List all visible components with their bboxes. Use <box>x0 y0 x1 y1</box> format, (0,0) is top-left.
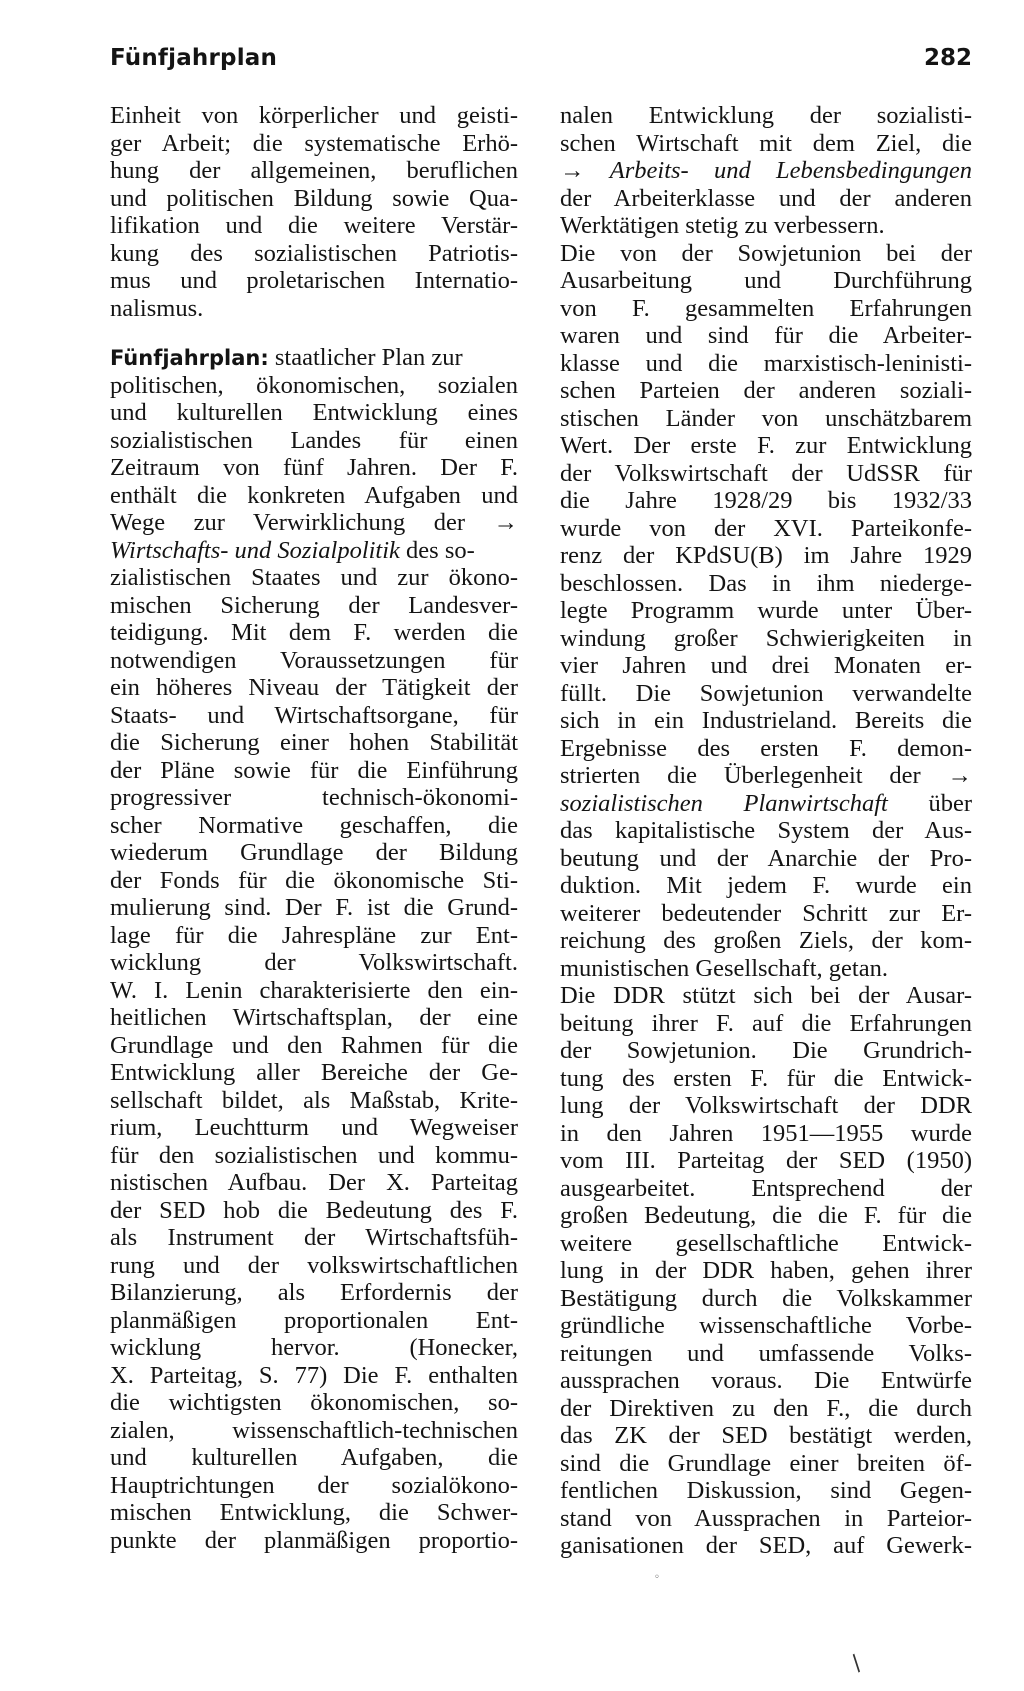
text-line: wicklung der Volkswirtschaft. <box>110 949 518 976</box>
text-line: Entwicklung aller Bereiche der Ge- <box>110 1059 518 1086</box>
text-line: sellschaft bildet, als Maßstab, Krite- <box>110 1086 518 1114</box>
text-line: mus und proletarischen Internatio- <box>110 267 518 294</box>
text-line: Wert. Der erste F. zur Entwicklung <box>560 432 972 459</box>
text-line: sozialistischen Landes für einen <box>110 426 518 454</box>
text-line: politischen, ökonomischen, sozialen <box>110 371 518 399</box>
text-line: lage für die Jahrespläne zur Ent- <box>110 921 518 949</box>
text-line: vom III. Parteitag der SED (1950) <box>560 1147 972 1174</box>
text-line: die Jahre 1928/29 bis 1932/33 <box>560 487 972 514</box>
text-line: renz der KPdSU(B) im Jahre 1929 <box>560 542 972 569</box>
text-line: ganisationen der SED, auf Gewerk- <box>560 1532 972 1559</box>
text-line: Bilanzierung, als Erfordernis der <box>110 1279 518 1306</box>
text-line: zialen, wissenschaftlich-technischen <box>110 1416 518 1444</box>
text-line: ein höheres Niveau der Tätigkeit der <box>110 674 518 701</box>
cross-reference-link[interactable]: Arbeits- und Lebensbedingungen <box>609 157 972 184</box>
text-line: wurde von der XVI. Parteikonfe- <box>560 514 972 542</box>
text-line: schen Wirtschaft mit dem Ziel, die <box>560 129 972 157</box>
text-line: windung großer Schwierigkeiten in <box>560 624 972 652</box>
text-line: Die DDR stützt sich bei der Ausar- <box>560 982 972 1009</box>
text-line: nalen Entwicklung der sozialisti- <box>560 102 972 129</box>
text-line: rung und der volkswirtschaftlichen <box>110 1251 518 1279</box>
text-line: klasse und die marxistisch-leninisti- <box>560 349 972 377</box>
text-line: legte Programm wurde unter Über- <box>560 597 972 624</box>
text-line: mischen Sicherung der Landesver- <box>110 591 518 619</box>
text-line: die wichtigsten ökonomischen, so- <box>110 1389 518 1416</box>
text-line: lifikation und die weitere Verstär- <box>110 212 518 239</box>
arrow-line-text: Wege zur Verwirklichung der <box>110 509 466 536</box>
text-line: Die von der Sowjetunion bei der <box>560 239 972 267</box>
entry-first-line-text: staatlicher Plan zur <box>268 344 463 371</box>
text-line: schen Parteien der anderen soziali- <box>560 377 972 404</box>
text-line: der Sowjetunion. Die Grundrich- <box>560 1037 972 1064</box>
text-line: Einheit von körperlicher und geisti- <box>110 102 518 129</box>
xref-line-text: über <box>887 789 972 817</box>
text-line: ger Arbeit; die systematische Erhö- <box>110 129 518 157</box>
text-line: beschlossen. Das in ihm niederge- <box>560 569 972 597</box>
text-line: fentlichen Diskussion, sind Gegen- <box>560 1477 972 1504</box>
text-line: Ausarbeitung und Durchführung <box>560 267 972 294</box>
text-line: beutung und der Anarchie der Pro- <box>560 844 972 872</box>
text-line: scher Normative geschaffen, die <box>110 811 518 839</box>
text-line: Staats- und Wirtschaftsorgane, für <box>110 701 518 729</box>
entry-first-line <box>110 344 518 372</box>
text-line: reichung des großen Ziels, der kom- <box>560 927 972 954</box>
text-line: waren und sind für die Arbeiter- <box>560 322 972 349</box>
text-line: für den sozialistischen und kommu- <box>110 1141 518 1169</box>
text-line: der Pläne sowie für die Einführung <box>110 756 518 784</box>
text-line: das kapitalistische System der Aus- <box>560 817 972 844</box>
entry-paragraph <box>110 344 518 1554</box>
scan-speck-mark: ◦ <box>654 1572 660 1583</box>
text-line: als Instrument der Wirtschaftsfüh- <box>110 1224 518 1251</box>
text-line: kung des sozialistischen Patriotis- <box>110 239 518 267</box>
text-line: progressiver technisch-ökonomi- <box>110 784 518 811</box>
text-line: aussprachen voraus. Die Entwürfe <box>560 1367 972 1394</box>
text-line: vier Jahren und drei Monaten er- <box>560 652 972 679</box>
text-line: Werktätigen stetig zu verbessern. <box>560 212 885 239</box>
text-line: Ergebnisse des ersten F. demon- <box>560 734 972 762</box>
text-line: weiterer bedeutender Schritt zur Er- <box>560 899 972 927</box>
text-line: enthält die konkreten Aufgaben und <box>110 481 518 509</box>
text-line: Bestätigung durch die Volkskammer <box>560 1284 972 1312</box>
text-line: füllt. Die Sowjetunion verwandelte <box>560 679 972 707</box>
text-line: wiederum Grundlage der Bildung <box>110 839 518 866</box>
xref-line <box>560 790 972 818</box>
text-line: rium, Leuchtturm und Wegweiser <box>110 1114 518 1141</box>
text-line: teidigung. Mit dem F. werden die <box>110 619 518 646</box>
right-column <box>560 102 972 1560</box>
text-line: nistischen Aufbau. Der X. Parteitag <box>110 1169 518 1196</box>
cross-reference-link[interactable]: Wirtschafts- und Sozialpolitik <box>110 536 400 564</box>
text-line: der Direktiven zu den F., die durch <box>560 1394 972 1422</box>
text-line: ausgearbeitet. Entsprechend der <box>560 1174 972 1202</box>
text-line: heitlichen Wirtschaftsplan, der eine <box>110 1004 518 1031</box>
text-line: zialistischen Staates und zur ökono- <box>110 564 518 591</box>
cross-reference-arrow-icon: → <box>560 157 585 184</box>
text-line: X. Parteitag, S. 77) Die F. enthalten <box>110 1361 518 1389</box>
text-line: duktion. Mit jedem F. wurde ein <box>560 872 972 899</box>
entry-keyword: Fünfjahrplan: <box>110 346 269 370</box>
text-line: von F. gesammelten Erfahrungen <box>560 294 972 322</box>
paragraph-gap <box>110 322 518 344</box>
arrow-line-text: strierten die Überlegenheit der <box>560 762 921 789</box>
text-line: der Fonds für die ökonomische Sti- <box>110 866 518 894</box>
xref-line <box>110 537 518 565</box>
text-line: großen Bedeutung, die die F. für die <box>560 1202 972 1229</box>
text-line: der SED hob die Bedeutung des F. <box>110 1196 518 1224</box>
text-line: die Sicherung einer hohen Stabilität <box>110 729 518 756</box>
text-line: der Arbeiterklasse und der anderen <box>560 184 972 212</box>
text-line: lung in der DDR haben, gehen ihrer <box>560 1257 972 1284</box>
text-line: nalismus. <box>110 294 204 322</box>
text-line: und kulturellen Aufgaben, die <box>110 1444 518 1471</box>
text-line: sind die Grundlage einer breiten öf- <box>560 1449 972 1477</box>
text-line: reitungen und umfassende Volks- <box>560 1339 972 1367</box>
cross-reference-arrow-icon: → <box>947 762 972 789</box>
cross-reference-link[interactable]: sozialistischen Planwirtschaft <box>560 789 888 817</box>
text-line: sich in ein Industrieland. Bereits die <box>560 707 972 734</box>
text-line: planmäßigen proportionalen Ent- <box>110 1306 518 1334</box>
text-line: tung des ersten F. für die Entwick- <box>560 1064 972 1092</box>
pen-stroke-mark: / <box>846 1651 867 1676</box>
text-line: und kulturellen Entwicklung eines <box>110 399 518 426</box>
xref-line-text: des so- <box>399 536 475 564</box>
page-number: 282 <box>923 45 972 71</box>
text-line: wicklung hervor. (Honecker, <box>110 1334 518 1361</box>
cross-reference-arrow-icon: → <box>493 509 518 536</box>
text-line: hung der allgemeinen, beruflichen <box>110 157 518 184</box>
text-line: der Volkswirtschaft der UdSSR für <box>560 459 972 487</box>
arrow-line <box>110 509 518 537</box>
intro-paragraph <box>110 102 518 322</box>
text-line: Hauptrichtungen der sozialökono- <box>110 1471 518 1499</box>
left-column <box>110 102 518 1554</box>
text-line: mulierung sind. Der F. ist die Grund- <box>110 894 518 921</box>
text-line: W. I. Lenin charakterisierte den ein- <box>110 976 518 1004</box>
text-line: gründliche wissenschaftliche Vorbe- <box>560 1312 972 1339</box>
arrow-line <box>560 762 972 790</box>
text-line: stischen Länder von unschätzbarem <box>560 404 972 432</box>
text-line: Zeitraum von fünf Jahren. Der F. <box>110 454 518 481</box>
text-line: weitere gesellschaftliche Entwick- <box>560 1229 972 1257</box>
text-line: das ZK der SED bestätigt werden, <box>560 1422 972 1449</box>
text-line: in den Jahren 1951—1955 wurde <box>560 1119 972 1147</box>
text-line: mischen Entwicklung, die Schwer- <box>110 1499 518 1526</box>
text-line: und politischen Bildung sowie Qua- <box>110 184 518 212</box>
text-line: lung der Volkswirtschaft der DDR <box>560 1092 972 1119</box>
text-line: beitung ihrer F. auf die Erfahrungen <box>560 1009 972 1037</box>
text-line: punkte der planmäßigen proportio- <box>110 1526 518 1554</box>
text-line: Grundlage und den Rahmen für die <box>110 1031 518 1059</box>
running-head: Fünfjahrplan <box>110 45 278 71</box>
text-line: notwendigen Voraussetzungen für <box>110 646 518 674</box>
text-line: stand von Aussprachen in Parteior- <box>560 1504 972 1532</box>
text-line: munistischen Gesellschaft, getan. <box>560 954 888 982</box>
xref-line <box>560 157 972 185</box>
